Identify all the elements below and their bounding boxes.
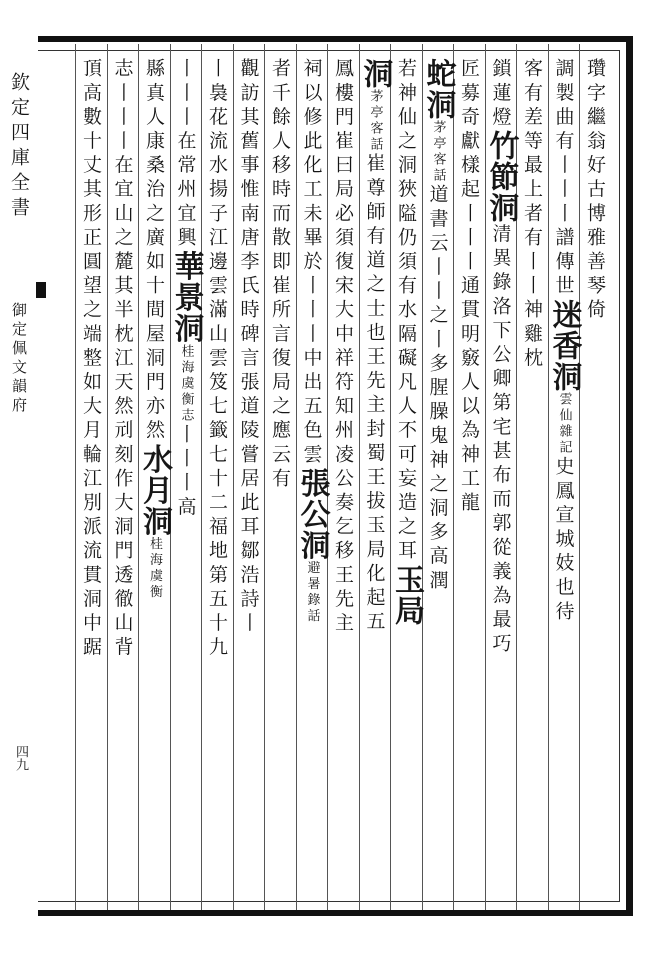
book-subtitle: 御定佩文韻府 [10,302,28,416]
text-run: 崔尊師有道之士也王先主封蜀王拔玉局化起五 [363,153,386,635]
entry-headword: 蛇洞 [420,58,456,120]
column-rule [422,44,423,910]
text-run: 志丨丨丨在宜山之麓其半枕江天然刓刻作大洞門透徹山背 [111,58,134,661]
text-run: 頂高數十丈其形正圓望之端整如大月輪江別派流貫洞中踞 [80,58,102,661]
entry-headword: 玉局 [389,564,424,627]
page-number: 四九 [13,745,28,771]
text-column [108,58,138,908]
text-column [265,58,295,908]
text-run: 若神仙之洞狹隘仍須有水隔礙凡人不可妄造之耳 [395,58,417,565]
column-rule [485,44,486,910]
entry-headword: 水月洞 [137,443,172,537]
text-run: 鎖蓮燈 [489,58,512,131]
text-run: 道書云丨丨之丨多腥臊鬼神之洞多高潤 [426,184,449,594]
text-column [234,58,264,908]
column-rule [579,44,580,910]
column-rule [548,44,549,910]
column-rule [138,44,139,910]
column-rule [75,44,76,910]
column-rule [233,44,234,910]
entry-headword: 竹節洞 [483,130,519,224]
text-run: 匠募奇獻樣起丨丨丨通貫明竅人以為神工 [458,58,480,492]
text-run: 清異錄洛下公卿第宅甚布而郭從義為最巧 [489,223,512,658]
text-run: 丨丨丨高 [174,423,197,521]
text-run: 鳳樓門崔曰局必須復宋大中祥符知州凌公奏乞移王先主 [332,58,354,637]
entry-headword: 張公洞 [294,467,330,561]
source-note: 桂海虞衡 [147,536,162,601]
text-column [202,58,232,908]
text-run: 龍 [458,491,480,516]
text-run: 觀訪其舊事惟南唐李氏時碑言張道陵嘗居此耳鄒浩詩丨 [237,58,260,637]
text-column [76,58,106,908]
text-run: 丨裊花流水揚子江邊雲滿山雲笈七籤七十二福地第五十九 [206,58,228,661]
column-rule [296,44,297,910]
book-title: 欽定四庫全書 [8,72,30,222]
text-run: 調製曲有丨丨丨譜傳世 [552,58,575,299]
text-column [517,58,547,908]
column-rule [390,44,391,910]
text-column [546,58,582,908]
text-column [483,58,519,908]
text-run: 者千餘人移時而散即崔所言復局之應云 [269,58,291,468]
column-rule [264,44,265,910]
source-note: 避暑錄話 [304,560,320,625]
text-run: 縣真人康桑治之 [143,58,165,227]
source-note: 茅亭客話 [430,120,446,184]
text-column [168,58,204,908]
text-run: 廣如十間屋洞門亦然 [143,226,165,444]
column-rule [359,44,360,910]
text-column [454,58,484,908]
text-column [294,58,330,908]
text-column [580,58,610,908]
text-column [328,58,358,908]
text-run: 客有差等最上者有丨丨 [521,58,543,299]
text-run: 祠以修此化工未畢於丨丨丨中出五色雲 [300,58,323,468]
entry-headword: 洞 [357,58,393,89]
text-run: 丨丨丨在常州宜興 [174,58,197,251]
source-note: 茅亭客話 [367,89,383,153]
text-run: 神雞枕 [521,299,543,372]
text-run: 有 [269,467,291,492]
entry-headword: 迷香洞 [546,299,582,392]
entry-headword: 華景洞 [168,250,204,344]
source-note: 桂海虞衡志 [178,343,194,424]
column-rule [453,44,454,910]
text-column [137,58,172,908]
text-column [357,58,393,908]
fishtail-mark [36,282,46,298]
text-column [420,58,456,908]
text-run: 史鳳宣城妓也待 [552,456,575,625]
column-rule [201,44,202,910]
source-note: 雲仙雜記 [556,392,572,456]
text-column [389,58,424,908]
text-run: 瓚字繼翁好古博雅善琴倚 [584,58,606,324]
column-rule [107,44,108,910]
